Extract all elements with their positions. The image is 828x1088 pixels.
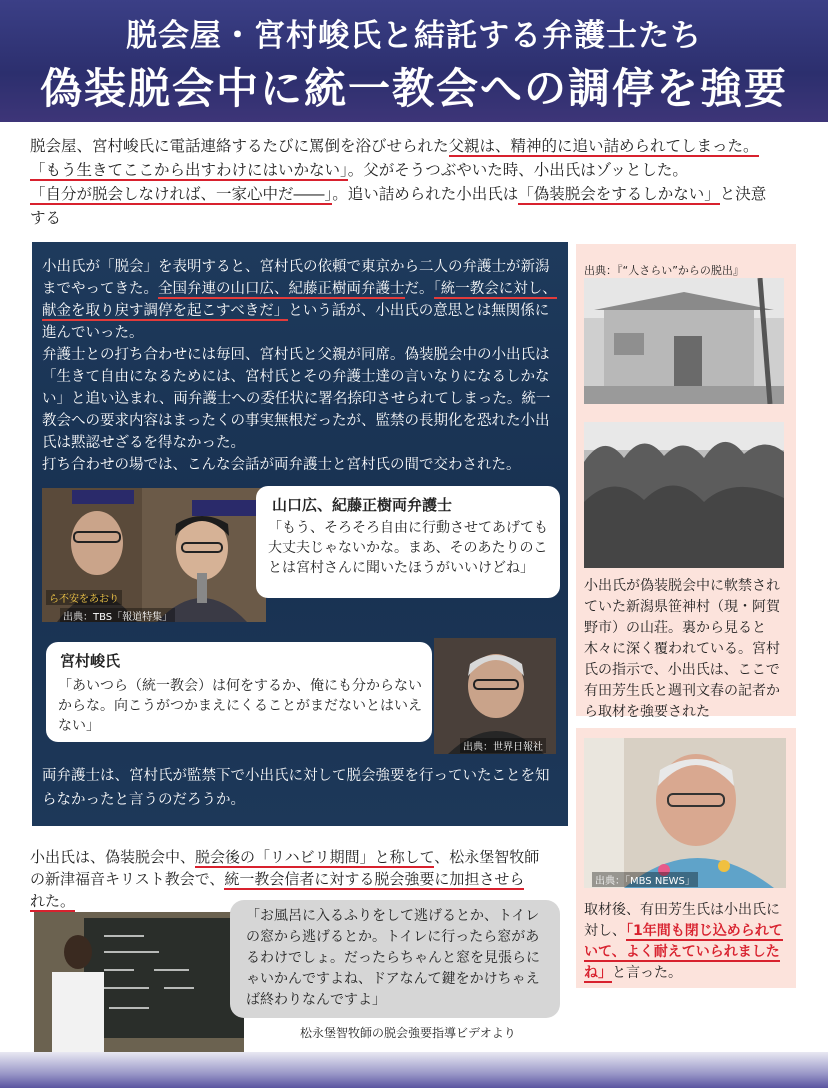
miyamura-photo (434, 638, 556, 754)
lower-l2a: の新津福音キリスト教会で、 (30, 870, 225, 888)
intro-quote1: 「もう生きてここから出すわけにはいかない」 (30, 161, 348, 179)
arita-note-c: と言った。 (612, 965, 682, 981)
para3: 打ち合わせの場では、こんな会話が両弁護士と宮村氏の間で交わされた。 (42, 457, 521, 473)
tv-subtitle: ら不安をあおり (46, 590, 122, 605)
miyamura-speech-bubble (46, 642, 432, 742)
mountain-house-photo (584, 278, 784, 404)
caption-tbs: 出典：TBS「報道特集」 (60, 608, 175, 622)
pastor-caption: 松永堡智牧師の脱会強要指導ビデオより (300, 1026, 516, 1040)
para1-e: という話が、小出氏の意思とは無関係に進んでいった。 (42, 303, 550, 341)
intro-text (30, 134, 800, 230)
header-banner (0, 0, 828, 122)
right-note-panel (576, 728, 796, 988)
lower-l1a: 小出氏は、偽装脱会中、 (30, 848, 196, 866)
miyamura-name: 宮村峻氏 (60, 652, 121, 670)
arita-note-a: 取材後、有田芳生氏は小出氏に対し、 (584, 902, 780, 939)
caption-mbs: 出典：「MBS NEWS」 (592, 872, 698, 887)
intro-line3: 。追い詰められた小出氏は (332, 185, 519, 203)
caption-sekai: 出典：世界日報社 (460, 738, 546, 753)
lawyers-speech-bubble (256, 486, 560, 598)
mountain-house-illustration (584, 278, 784, 404)
intro-line4: する (30, 209, 62, 227)
house-description: 小出氏が偽装脱会中に軟禁されていた新潟県笹神村（現・阿賀野市）の山荘。裏から見ると木々に深く覆われている。宮村氏の指示で、小出氏は、ここで有田芳生氏と週刊文春の記者から取材を強要された (584, 578, 780, 720)
para1-quote: 「統一教会に対し、献金を取り戻す調停を起こすべきだ」 (42, 281, 557, 319)
pastor-video-photo (34, 912, 244, 1052)
lower-l3: れた。 (30, 892, 76, 910)
intro-underline1: 父親は、精神的に追い詰められてしまった。 (448, 137, 759, 155)
main-story-box (32, 242, 568, 826)
pastor-video-illustration (34, 912, 244, 1052)
intro-quote3: 「偽装脱会をするしかない」 (518, 185, 720, 203)
lawyers-photo (42, 488, 266, 622)
pastor-quote-bubble (230, 900, 560, 1018)
forest-photo (584, 422, 784, 568)
para2: 弁護士との打ち合わせには毎回、宮村氏と父親が同席。偽装脱会中の小出氏は「生きて自由になるためには、宮村氏とその弁護士達の言いなりになるしかない」と追い込まれ、両弁護士への委任状に署名捺印させられてしまった。統一教会への要求内容はまったくの事実無根だったが、監禁の長期化を恐れた小出氏は黙認せざるを得なかった。 (42, 347, 551, 451)
miyamura-quote: 「あいつら（統一教会）は何をするか、俺にも分からないからな。向こうがつかまえにくることがまだないとはいえない」 (58, 678, 422, 734)
intro-line1: 脱会屋、宮村峻氏に電話連絡するたびに罵倒を浴びせられた (30, 137, 449, 155)
lower-l2b: 統一教会信者に対する脱会強要に加担させら (224, 870, 525, 888)
lower-l1c: 、松永堡智牧師 (434, 848, 540, 866)
forest-illustration (584, 422, 784, 568)
para1-c: だ。 (404, 281, 434, 297)
para4: 両弁護士は、宮村氏が監禁下で小出氏に対して脱会強要を行っていたことを知らなかったと言うのだろうか。 (42, 768, 550, 808)
arita-photo (584, 738, 786, 888)
right-column-panel (576, 244, 796, 720)
arita-illustration (584, 738, 786, 888)
lawyers-quote: 「もう、そろそろ自由に行動させてあげても大丈夫じゃないかな。まあ、そのあたりのことは宮村さんに聞いたほうがいいけどね」 (268, 520, 548, 576)
para1-a: 小出氏が「脱会」を表明すると、宮村氏の依頼で東京から二人の弁護士が新潟までやってきた。 (42, 259, 550, 297)
miyamura-photo-illustration (434, 638, 556, 754)
arita-note-quote: 「1年間も閉じ込められていて、よく耐えていられましたね」 (584, 923, 783, 981)
intro-line2: 。父がそうつぶやいた時、小出氏はゾッとした。 (347, 161, 688, 179)
intro-quote2: 「自分が脱会しなければ、一家心中だ――」 (30, 185, 333, 203)
header-title-line2: 偽装脱会中に統一教会への調停を強要 (39, 64, 788, 113)
arita-note (584, 900, 790, 984)
lower-l1b: 脱会後の「リハビリ期間」と称して (195, 848, 435, 866)
bottom-band (0, 1052, 828, 1088)
house-source: 出典：『“人さらい”からの脱出』 (584, 264, 744, 277)
main-story-text (42, 256, 562, 476)
pastor-quote: 「お風呂に入るふりをして逃げるとか、トイレの窓から逃げるとか。トイレに行ったら窓があるわけでしょ。だったらちゃんと窓を見張らにゃいかんですよね、ドアなんて鍵をかけちゃえば終わりなんですよ」 (246, 908, 540, 1008)
para1-lawyers: 全国弁連の山口広、紀藤正樹両弁護士 (158, 281, 405, 297)
lawyers-name: 山口広、紀藤正樹両弁護士 (272, 496, 453, 514)
header-title-line1: 脱会屋・宮村峻氏と結託する弁護士たち (126, 18, 702, 54)
intro-line3-end: と決意 (719, 185, 767, 203)
